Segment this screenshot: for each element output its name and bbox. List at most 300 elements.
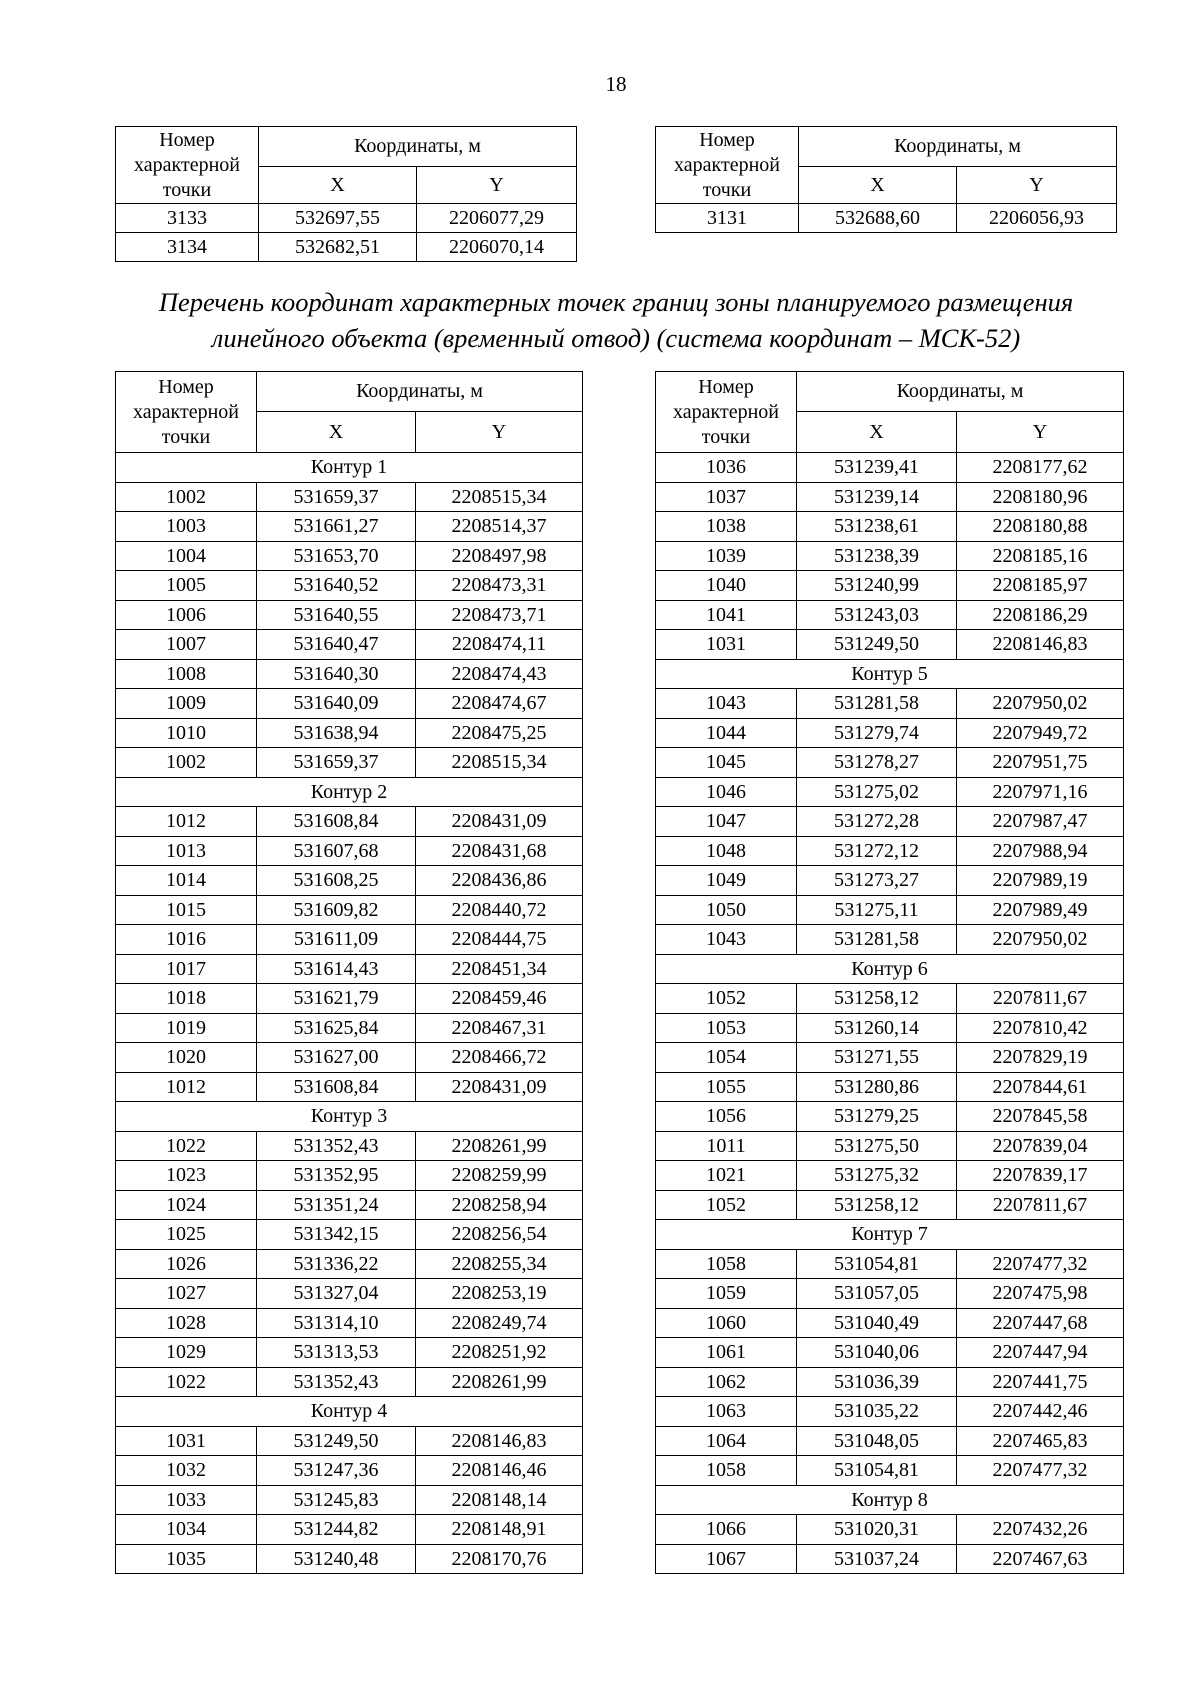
x-coordinate-cell: 531272,28 [797,807,957,837]
contour-header-row [116,777,583,807]
point-number-cell: 1067 [656,1544,797,1574]
table-row [116,233,577,262]
point-number-cell: 1053 [656,1013,797,1043]
contour-label: Контур 6 [656,954,1124,984]
x-coordinate-cell: 531278,27 [797,748,957,778]
table-row [116,1072,583,1102]
x-coordinate-cell: 531279,74 [797,718,957,748]
contour-header-row [656,1220,1124,1250]
x-coordinate-cell: 531258,12 [797,984,957,1014]
contour-header-row [116,1102,583,1132]
x-coordinate-cell: 531352,95 [257,1161,416,1191]
table-row [656,1338,1124,1368]
x-coordinate-cell: 531281,58 [797,925,957,955]
point-number-cell: 1025 [116,1220,257,1250]
point-number-cell: 1034 [116,1515,257,1545]
header-point-number: Номер характерной точки [656,372,797,453]
y-coordinate-cell: 2208180,88 [957,512,1124,542]
header-point-number: Номер характерной точки [116,127,259,204]
y-coordinate-cell: 2207441,75 [957,1367,1124,1397]
table-row [656,689,1124,719]
table-row [116,630,583,660]
table-row [116,866,583,896]
table-row [116,1485,583,1515]
x-coordinate-cell: 531352,43 [257,1131,416,1161]
point-number-cell: 1061 [656,1338,797,1368]
table-row [116,836,583,866]
x-coordinate-cell: 531239,14 [797,482,957,512]
y-coordinate-cell: 2208459,46 [416,984,583,1014]
y-coordinate-cell: 2206056,93 [957,204,1117,233]
table-row [116,1043,583,1073]
x-coordinate-cell: 531608,25 [257,866,416,896]
x-coordinate-cell: 531640,52 [257,571,416,601]
y-coordinate-cell: 2207971,16 [957,777,1124,807]
table-row [116,482,583,512]
point-number-cell: 1002 [116,482,257,512]
x-coordinate-cell: 531048,05 [797,1426,957,1456]
x-coordinate-cell: 531640,47 [257,630,416,660]
table-row [656,1013,1124,1043]
y-coordinate-cell: 2207951,75 [957,748,1124,778]
point-number-cell: 1003 [116,512,257,542]
point-number-cell: 1050 [656,895,797,925]
table-row [656,925,1124,955]
x-coordinate-cell: 531240,99 [797,571,957,601]
table-row [116,1426,583,1456]
table-row [116,1456,583,1486]
y-coordinate-cell: 2206077,29 [417,204,577,233]
point-number-cell: 1043 [656,689,797,719]
table-row [116,659,583,689]
x-coordinate-cell: 531621,79 [257,984,416,1014]
point-number-cell: 1036 [656,453,797,483]
x-coordinate-cell: 531260,14 [797,1013,957,1043]
x-coordinate-cell: 531239,41 [797,453,957,483]
table-row [116,1131,583,1161]
point-number-cell: 3133 [116,204,259,233]
contour-header-row [116,453,583,483]
table-row [656,777,1124,807]
table-row [656,1544,1124,1574]
point-number-cell: 1010 [116,718,257,748]
point-number-cell: 1046 [656,777,797,807]
page-number: 18 [605,72,627,96]
point-number-cell: 1037 [656,482,797,512]
table-row [656,1515,1124,1545]
x-coordinate-cell: 532688,60 [799,204,957,233]
contour-header-row [656,954,1124,984]
header-point-number: Номер характерной точки [656,127,799,204]
x-coordinate-cell: 531281,58 [797,689,957,719]
y-coordinate-cell: 2208170,76 [416,1544,583,1574]
point-number-cell: 1045 [656,748,797,778]
point-number-cell: 1007 [116,630,257,660]
y-coordinate-cell: 2206070,14 [417,233,577,262]
point-number-cell: 1021 [656,1161,797,1191]
table-row [116,718,583,748]
table-row [656,1072,1124,1102]
x-coordinate-cell: 531608,84 [257,1072,416,1102]
table-row [656,1249,1124,1279]
contour-label: Контур 8 [656,1485,1124,1515]
x-coordinate-cell: 531243,03 [797,600,957,630]
table-row [656,1308,1124,1338]
point-number-cell: 1055 [656,1072,797,1102]
point-number-cell: 3131 [656,204,799,233]
y-coordinate-cell: 2207811,67 [957,984,1124,1014]
table-row [656,1367,1124,1397]
x-coordinate-cell: 531247,36 [257,1456,416,1486]
y-coordinate-cell: 2208255,34 [416,1249,583,1279]
x-coordinate-cell: 531020,31 [797,1515,957,1545]
y-coordinate-cell: 2207950,02 [957,925,1124,955]
x-coordinate-cell: 531640,30 [257,659,416,689]
y-coordinate-cell: 2207811,67 [957,1190,1124,1220]
header-point-number: Номер характерной точки [116,372,257,453]
x-coordinate-cell: 531327,04 [257,1279,416,1309]
y-coordinate-cell: 2207844,61 [957,1072,1124,1102]
point-number-cell: 1040 [656,571,797,601]
header-y: Y [957,167,1117,204]
table-row [116,1338,583,1368]
x-coordinate-cell: 531279,25 [797,1102,957,1132]
y-coordinate-cell: 2208146,83 [957,630,1124,660]
header-coordinates: Координаты, м [257,372,583,412]
point-number-cell: 1039 [656,541,797,571]
y-coordinate-cell: 2207950,02 [957,689,1124,719]
table-row [656,482,1124,512]
point-number-cell: 1002 [116,748,257,778]
point-number-cell: 1024 [116,1190,257,1220]
contour-label: Контур 2 [116,777,583,807]
point-number-cell: 1062 [656,1367,797,1397]
table-row [656,204,1117,233]
table-row [656,600,1124,630]
y-coordinate-cell: 2207810,42 [957,1013,1124,1043]
x-coordinate-cell: 531036,39 [797,1367,957,1397]
table-row [656,512,1124,542]
table-row [656,1102,1124,1132]
y-coordinate-cell: 2208431,09 [416,807,583,837]
table-row [656,1456,1124,1486]
y-coordinate-cell: 2207989,19 [957,866,1124,896]
y-coordinate-cell: 2207477,32 [957,1456,1124,1486]
point-number-cell: 1035 [116,1544,257,1574]
y-coordinate-cell: 2208249,74 [416,1308,583,1338]
x-coordinate-cell: 531275,32 [797,1161,957,1191]
x-coordinate-cell: 531607,68 [257,836,416,866]
point-number-cell: 1018 [116,984,257,1014]
point-number-cell: 1056 [656,1102,797,1132]
section-title-line-1: Перечень координат характерных точек границ зоны планируемого размещения [158,287,1074,317]
point-number-cell: 1031 [116,1426,257,1456]
table-row [656,836,1124,866]
point-number-cell: 1066 [656,1515,797,1545]
table-row [116,1367,583,1397]
table-row [656,1279,1124,1309]
y-coordinate-cell: 2208185,16 [957,541,1124,571]
y-coordinate-cell: 2208177,62 [957,453,1124,483]
table-row [116,204,577,233]
table-row [116,541,583,571]
table-row [656,630,1124,660]
point-number-cell: 1033 [116,1485,257,1515]
x-coordinate-cell: 531336,22 [257,1249,416,1279]
table-row [116,807,583,837]
table-row [656,1397,1124,1427]
point-number-cell: 1047 [656,807,797,837]
x-coordinate-cell: 531057,05 [797,1279,957,1309]
top-right-coordinates-table [655,126,1117,233]
table-row [656,807,1124,837]
y-coordinate-cell: 2208180,96 [957,482,1124,512]
y-coordinate-cell: 2208515,34 [416,748,583,778]
contour-label: Контур 1 [116,453,583,483]
x-coordinate-cell: 531249,50 [257,1426,416,1456]
table-row [116,689,583,719]
header-coordinates: Координаты, м [797,372,1124,412]
section-title [60,284,1172,356]
x-coordinate-cell: 532697,55 [259,204,417,233]
y-coordinate-cell: 2208473,31 [416,571,583,601]
y-coordinate-cell: 2208444,75 [416,925,583,955]
contour-label: Контур 5 [656,659,1124,689]
y-coordinate-cell: 2208261,99 [416,1131,583,1161]
y-coordinate-cell: 2208475,25 [416,718,583,748]
table-row [116,1249,583,1279]
point-number-cell: 1017 [116,954,257,984]
y-coordinate-cell: 2208261,99 [416,1367,583,1397]
table-row [116,1544,583,1574]
table-row [656,1131,1124,1161]
point-number-cell: 1008 [116,659,257,689]
y-coordinate-cell: 2207949,72 [957,718,1124,748]
point-number-cell: 1027 [116,1279,257,1309]
point-number-cell: 1012 [116,1072,257,1102]
point-number-cell: 1004 [116,541,257,571]
y-coordinate-cell: 2208148,14 [416,1485,583,1515]
y-coordinate-cell: 2208431,68 [416,836,583,866]
section-title-line-2: линейного объекта (временный отвод) (система координат – МСК-52) [211,323,1021,353]
table-row [656,895,1124,925]
table-row [116,1279,583,1309]
x-coordinate-cell: 531258,12 [797,1190,957,1220]
header-x: X [799,167,957,204]
y-coordinate-cell: 2208514,37 [416,512,583,542]
y-coordinate-cell: 2208474,67 [416,689,583,719]
contour-header-row [116,1397,583,1427]
header-y: Y [417,167,577,204]
y-coordinate-cell: 2208146,83 [416,1426,583,1456]
table-row [116,1013,583,1043]
y-coordinate-cell: 2207839,04 [957,1131,1124,1161]
point-number-cell: 1044 [656,718,797,748]
x-coordinate-cell: 531271,55 [797,1043,957,1073]
y-coordinate-cell: 2208253,19 [416,1279,583,1309]
point-number-cell: 1009 [116,689,257,719]
x-coordinate-cell: 531245,83 [257,1485,416,1515]
y-coordinate-cell: 2207477,32 [957,1249,1124,1279]
right-coordinates-table [655,371,1124,1574]
x-coordinate-cell: 531351,24 [257,1190,416,1220]
table-row [116,954,583,984]
header-coordinates: Координаты, м [259,127,577,167]
table-row [116,1515,583,1545]
point-number-cell: 1012 [116,807,257,837]
point-number-cell: 1006 [116,600,257,630]
point-number-cell: 1022 [116,1367,257,1397]
point-number-cell: 1048 [656,836,797,866]
header-coordinates: Координаты, м [799,127,1117,167]
table-row [656,748,1124,778]
point-number-cell: 1029 [116,1338,257,1368]
x-coordinate-cell: 531611,09 [257,925,416,955]
table-row [656,866,1124,896]
x-coordinate-cell: 531627,00 [257,1043,416,1073]
y-coordinate-cell: 2208185,97 [957,571,1124,601]
point-number-cell: 1028 [116,1308,257,1338]
x-coordinate-cell: 531275,50 [797,1131,957,1161]
y-coordinate-cell: 2208497,98 [416,541,583,571]
y-coordinate-cell: 2207442,46 [957,1397,1124,1427]
point-number-cell: 1058 [656,1249,797,1279]
x-coordinate-cell: 531273,27 [797,866,957,896]
y-coordinate-cell: 2207447,68 [957,1308,1124,1338]
y-coordinate-cell: 2208431,09 [416,1072,583,1102]
point-number-cell: 1054 [656,1043,797,1073]
point-number-cell: 1020 [116,1043,257,1073]
x-coordinate-cell: 531352,43 [257,1367,416,1397]
contour-label: Контур 4 [116,1397,583,1427]
y-coordinate-cell: 2208473,71 [416,600,583,630]
point-number-cell: 1064 [656,1426,797,1456]
y-coordinate-cell: 2208467,31 [416,1013,583,1043]
x-coordinate-cell: 531249,50 [797,630,957,660]
x-coordinate-cell: 531240,48 [257,1544,416,1574]
y-coordinate-cell: 2208186,29 [957,600,1124,630]
x-coordinate-cell: 531040,49 [797,1308,957,1338]
x-coordinate-cell: 531625,84 [257,1013,416,1043]
contour-label: Контур 3 [116,1102,583,1132]
y-coordinate-cell: 2207987,47 [957,807,1124,837]
point-number-cell: 1060 [656,1308,797,1338]
point-number-cell: 1014 [116,866,257,896]
x-coordinate-cell: 531313,53 [257,1338,416,1368]
x-coordinate-cell: 531342,15 [257,1220,416,1250]
point-number-cell: 1026 [116,1249,257,1279]
table-row [656,718,1124,748]
y-coordinate-cell: 2207829,19 [957,1043,1124,1073]
y-coordinate-cell: 2208436,86 [416,866,583,896]
header-y: Y [416,412,583,453]
table-row [116,748,583,778]
header-x: X [797,412,957,453]
point-number-cell: 1013 [116,836,257,866]
point-number-cell: 1022 [116,1131,257,1161]
point-number-cell: 1052 [656,1190,797,1220]
table-row [656,571,1124,601]
x-coordinate-cell: 531638,94 [257,718,416,748]
y-coordinate-cell: 2207447,94 [957,1338,1124,1368]
contour-header-row [656,659,1124,689]
header-x: X [257,412,416,453]
table-row [116,512,583,542]
y-coordinate-cell: 2208259,99 [416,1161,583,1191]
contour-header-row [656,1485,1124,1515]
x-coordinate-cell: 531280,86 [797,1072,957,1102]
y-coordinate-cell: 2208258,94 [416,1190,583,1220]
y-coordinate-cell: 2208256,54 [416,1220,583,1250]
x-coordinate-cell: 531614,43 [257,954,416,984]
y-coordinate-cell: 2207839,17 [957,1161,1124,1191]
y-coordinate-cell: 2207845,58 [957,1102,1124,1132]
point-number-cell: 1019 [116,1013,257,1043]
x-coordinate-cell: 531238,39 [797,541,957,571]
x-coordinate-cell: 531659,37 [257,748,416,778]
y-coordinate-cell: 2208474,11 [416,630,583,660]
x-coordinate-cell: 531238,61 [797,512,957,542]
x-coordinate-cell: 531608,84 [257,807,416,837]
y-coordinate-cell: 2208251,92 [416,1338,583,1368]
x-coordinate-cell: 531661,27 [257,512,416,542]
x-coordinate-cell: 531054,81 [797,1249,957,1279]
x-coordinate-cell: 532682,51 [259,233,417,262]
y-coordinate-cell: 2208146,46 [416,1456,583,1486]
point-number-cell: 1058 [656,1456,797,1486]
table-row [656,1190,1124,1220]
table-row [116,1308,583,1338]
point-number-cell: 1023 [116,1161,257,1191]
point-number-cell: 1059 [656,1279,797,1309]
point-number-cell: 1049 [656,866,797,896]
left-coordinates-table [115,371,583,1574]
header-y: Y [957,412,1124,453]
table-row [656,1043,1124,1073]
x-coordinate-cell: 531275,02 [797,777,957,807]
point-number-cell: 1031 [656,630,797,660]
top-left-coordinates-table [115,126,577,262]
x-coordinate-cell: 531244,82 [257,1515,416,1545]
point-number-cell: 1011 [656,1131,797,1161]
x-coordinate-cell: 531640,09 [257,689,416,719]
y-coordinate-cell: 2207988,94 [957,836,1124,866]
table-row [656,984,1124,1014]
y-coordinate-cell: 2208440,72 [416,895,583,925]
point-number-cell: 3134 [116,233,259,262]
y-coordinate-cell: 2207475,98 [957,1279,1124,1309]
point-number-cell: 1063 [656,1397,797,1427]
table-row [116,1190,583,1220]
table-row [116,984,583,1014]
x-coordinate-cell: 531275,11 [797,895,957,925]
table-row [116,925,583,955]
y-coordinate-cell: 2207989,49 [957,895,1124,925]
point-number-cell: 1005 [116,571,257,601]
x-coordinate-cell: 531272,12 [797,836,957,866]
point-number-cell: 1038 [656,512,797,542]
table-row [656,1426,1124,1456]
table-row [656,453,1124,483]
y-coordinate-cell: 2208515,34 [416,482,583,512]
point-number-cell: 1043 [656,925,797,955]
table-row [656,541,1124,571]
x-coordinate-cell: 531653,70 [257,541,416,571]
y-coordinate-cell: 2208474,43 [416,659,583,689]
x-coordinate-cell: 531640,55 [257,600,416,630]
y-coordinate-cell: 2208466,72 [416,1043,583,1073]
table-row [116,571,583,601]
